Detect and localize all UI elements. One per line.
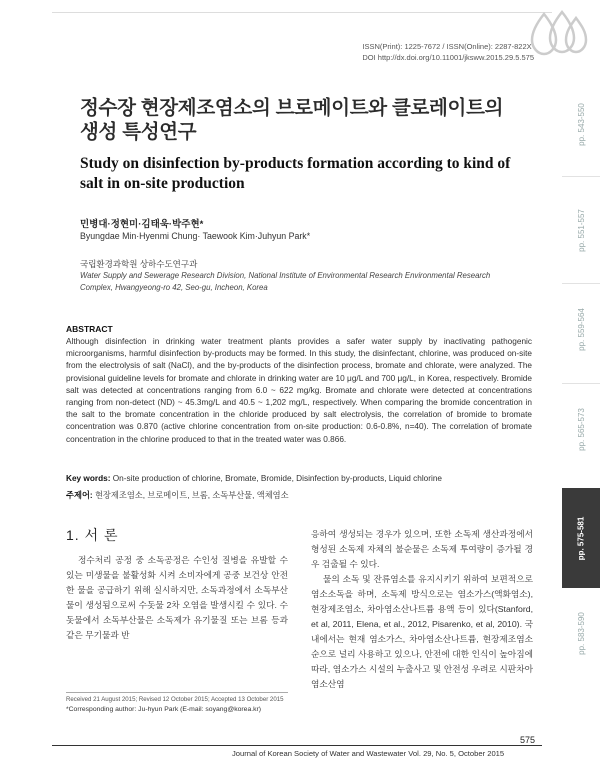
- side-divider: [562, 383, 600, 384]
- side-tab-2[interactable]: [562, 196, 600, 264]
- corresponding-author: *Corresponding author: Ju-hyun Park (E-mail: soyang@korea.kr): [66, 706, 262, 713]
- side-divider: [562, 283, 600, 284]
- keywords-text: On-site production of chlorine, Bromate, Bromide, Disinfection by-products, Liquid chlorine: [112, 474, 443, 483]
- authors-english: Byungdae Min·Hyenmi Chung· Taewook Kim·Juhyun Park*: [80, 231, 311, 241]
- journal-footer: Journal of Korean Society of Water and Wastewater Vol. 29, No. 5, October 2015: [232, 749, 505, 758]
- side-tab-label: pp. 543-550: [576, 102, 586, 146]
- side-divider: [562, 176, 600, 177]
- side-tab-label: pp. 559-564: [576, 307, 586, 351]
- keywords-korean-text: 현장제조염소, 브로메이트, 브롬, 소독부산물, 액체염소: [94, 491, 289, 500]
- intro-paragraph-2: 물의 소독 및 잔류염소를 유지시키기 위하여 보편적으로 염소소독을 하며, 소독제 방식으로는 염소가스(액화염소), 현장제조염소, 차아염소산나트륨 용액 등이 있다(Stanford, et al, 2011, Elena, et al., 2012, Pisarenko, et al, 2010). 국내에서는 현재 염소가스, 차아염소산나트륨, 현장제조염소 순으로 널리 사용하고 있으나, 안전에 대한 인식이 높아짐에 따라, 염소가스 시설의 누출사고 및 안전성 우려로 시판차아염소산염: [311, 574, 533, 689]
- affiliation-english: Water Supply and Sewerage Research Division, National Institute of Environmental Research Environmental Research Complex, Hwangyeong-ro 42, Seo-gu, Incheon, Korea: [80, 271, 491, 292]
- side-tab-6[interactable]: [562, 598, 600, 668]
- keywords-label: Key words:: [66, 474, 111, 483]
- journal-logo-icon: [530, 8, 590, 58]
- doi-line: DOI http://dx.doi.org/10.11001/jksww.2015.29.5.575: [362, 52, 534, 62]
- issn-block: [362, 42, 534, 63]
- abstract-heading: ABSTRACT: [66, 324, 113, 334]
- side-tab-label: pp. 575-581: [576, 516, 586, 560]
- header-rule: [52, 12, 552, 13]
- side-tab-4[interactable]: [562, 396, 600, 462]
- keywords: [66, 474, 536, 483]
- abstract-body: Although disinfection in drinking water treatment plants provides a safer water supply by inactivating pathogenic microorganisms, harmful disinfection by-products may be formed. In this study, the disinfectant, chlorine, was produced on-site from the electrolysis of salt (NaCl), and the by-products of the disinfection process, bromate and chlorate, were analyzed. The provisional guideline levels for bromate and chlorate in drinking water are 10 μg/L and 700 μg/L, in Korea, respectively. Bromide salt was detected at concentrations ranging from 6.0 ~ 622 mg/kg. Bromate and chlorate were detected at concentrations ranging from non-detect (ND) ~ 45.3mg/L and 40.5 ~ 1,202 mg/L, respectively. When comparing the bromide concentration in the salt to the bromate concentration in the chloride produced by salt electrolysis, the correlation of bromide to bromate concentration was 0.870 (active chlorine concentration from on-site production: 0.6-0.8%, n=40). The correlation of bromate concentration in the chlorine produced to that in the treated water was 0.866.: [66, 337, 532, 444]
- side-tab-1[interactable]: [562, 92, 600, 156]
- page-number: 575: [520, 735, 536, 745]
- keywords-korean: [66, 490, 536, 501]
- side-tab-label: pp. 583-590: [576, 611, 586, 655]
- section-heading: 1. 서 론: [66, 527, 119, 543]
- side-tab-3[interactable]: [562, 296, 600, 362]
- side-tab-5-active[interactable]: [562, 488, 600, 588]
- title-english: Study on disinfection by-products formation according to kind of salt in on-site production: [80, 155, 511, 192]
- footer-rule: [52, 745, 542, 746]
- issn-line: ISSN(Print): 1225-7672 / ISSN(Online): 2287-822X: [362, 42, 532, 51]
- affiliation-korean: 국립환경과학원 상하수도연구과: [80, 259, 198, 269]
- title-korean: 정수장 현장제조염소의 브로메이트와 클로레이트의 생성 특성연구: [80, 97, 504, 143]
- received-dates: Received 21 August 2015; Revised 12 October 2015; Accepted 13 October 2015: [66, 696, 284, 703]
- keywords-korean-label: 주제어:: [66, 491, 93, 500]
- side-tab-label: pp. 551-557: [576, 208, 586, 252]
- footnote-rule: [66, 692, 288, 693]
- column-right: [311, 527, 533, 692]
- side-tab-label: pp. 565-573: [576, 407, 586, 451]
- intro-paragraph: 정수처리 공정 중 소독공정은 수인성 질병을 유발할 수 있는 미생물을 불활성화 시켜 소비자에게 공중 보건상 안전한 물을 공급하기 위해 실시하지만, 소독과정에서 소독부산물이 생성됨으로써 수돗물 2차 오염을 발생시킬 수 있다. 수돗물에서 소독부산물은 소독제가 유기물질 또는 브롬 등과 같은 무기물과 반: [66, 555, 288, 640]
- intro-paragraph-continued: 응하여 생성되는 경우가 있으며, 또한 소독제 생산과정에서 형성된 소독제 자체의 불순물은 소독제 투여량이 증가될 경우 검출될 수 있다.: [311, 529, 533, 569]
- column-left: [66, 525, 288, 643]
- authors-korean: 민병대·정현미·김태욱·박주현*: [80, 219, 204, 230]
